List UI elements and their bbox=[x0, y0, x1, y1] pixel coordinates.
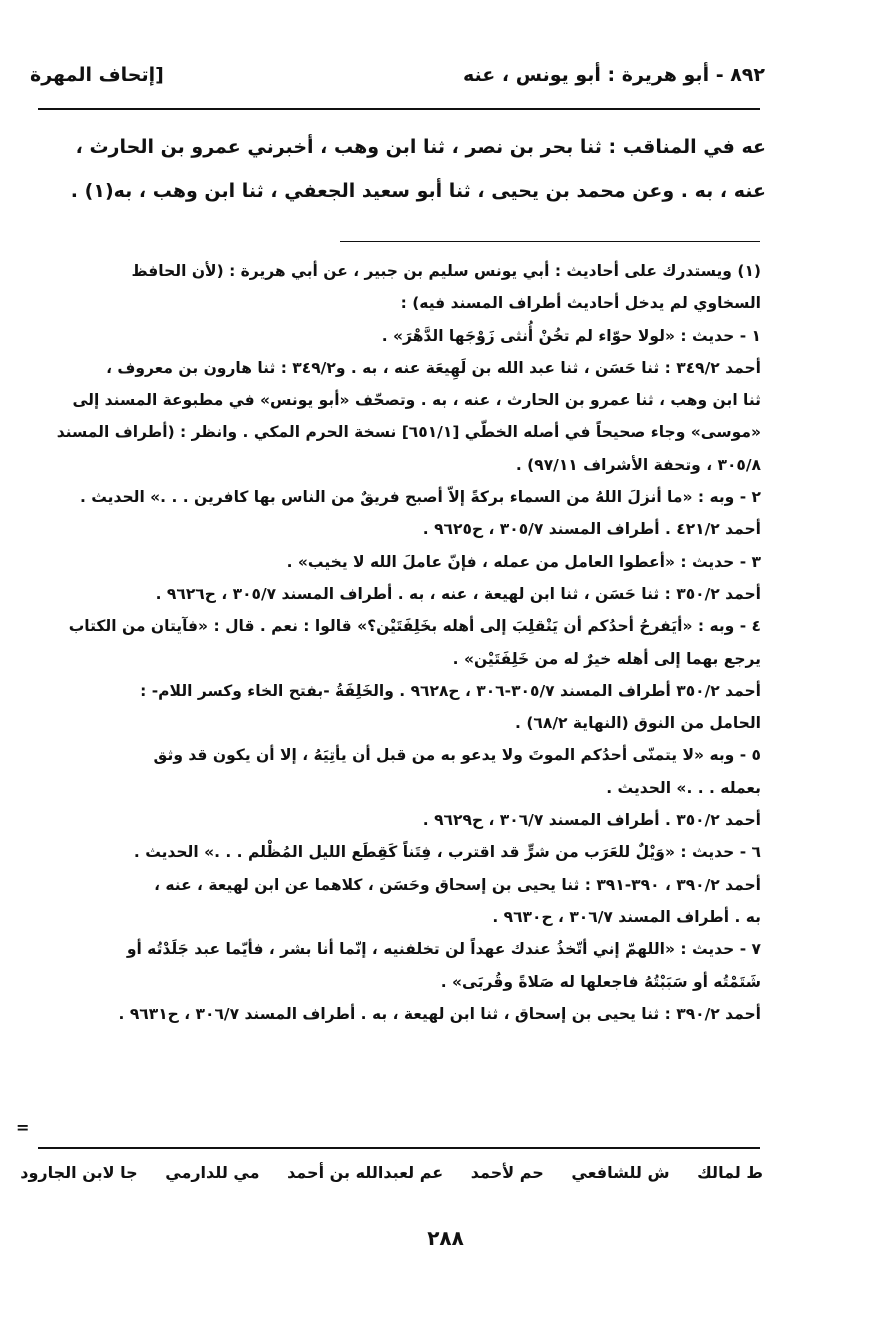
abbreviation-item: حم لأحمد bbox=[470, 1163, 544, 1182]
footnote-line: ٦ - حديث : «وَيْلٌ للعَرَب من شرٍّ قد اقترب ، فِتَناً كَقِطَع الليل المُظْلم . . .» الحديث . bbox=[133, 843, 761, 862]
footnote-line: ٢ - وبه : «ما أنزلَ اللهُ من السماء بركةً إلاّ أصبح فريقٌ من الناس بها كافرين . . .» الحديث . bbox=[79, 488, 761, 507]
footnote-line: ١ - حديث : «لولا حوّاء لم تخُنْ أُنثى زَوْجَها الدَّهْرَ» . bbox=[381, 326, 761, 345]
footnote-line: ٣٠٥/٨ ، وتحفة الأشراف ٩٧/١١) . bbox=[515, 455, 761, 474]
main-text bbox=[70, 132, 766, 206]
main-text-line: عه في المناقب : ثنا بحر بن نصر ، ثنا ابن وهب ، أخبرني عمرو بن الحارث ، bbox=[75, 136, 766, 158]
footnote-line: ٤ - وبه : «أيَفرحُ أحدُكم أن يَنْقلِبَ إلى أهله بخَلِفَتَيْن؟» قالوا : نعم . قال : «فآيتان من الكتاب bbox=[68, 617, 761, 636]
footnote-line: أحمد ٤٢١/٢ . أطراف المسند ٣٠٥/٧ ، ح٩٦٢٥ . bbox=[422, 520, 761, 539]
abbreviation-item: ط لمالك bbox=[697, 1163, 763, 1182]
header-rule bbox=[38, 108, 760, 110]
footnote-line: الحامل من النوق (النهاية ٦٨/٢) . bbox=[515, 714, 761, 733]
footnote-line: أحمد ٣٤٩/٢ : ثنا حَسَن ، ثنا عبد الله بن لَهِيعَة عنه ، به . و٣٤٩/٢ : ثنا هارون بن معروف ، bbox=[106, 358, 761, 377]
abbreviation-item: مي للدارمي bbox=[165, 1163, 260, 1182]
footnote-line: يرجع بهما إلى أهله خيرٌ له من خَلِفَتَيْن» . bbox=[452, 649, 761, 668]
footnote-line: أحمد ٣٩٠/٢ ، ٣٩٠-٣٩١ : ثنا يحيى بن إسحاق وحَسَن ، كلاهما عن ابن لهيعة ، عنه ، bbox=[154, 875, 761, 894]
footnote-line: ثنا ابن وهب ، ثنا عمرو بن الحارث ، عنه ، به . وتصحّف «أبو يونس» في مطبوعة المسند إلى bbox=[72, 391, 761, 410]
running-title: ٨٩٢ - أبو هريرة : أبو يونس ، عنه bbox=[463, 64, 765, 86]
page-number: ٢٨٨ bbox=[427, 1226, 464, 1250]
abbreviation-key bbox=[20, 1163, 763, 1193]
footer-rule bbox=[38, 1147, 760, 1149]
footnote-line: (١) ويستدرك على أحاديث : أبي يونس سليم بن جبير ، عن أبي هريرة : (لأن الحافظ bbox=[131, 262, 761, 280]
footnote-line: ٥ - وبه «لا يتمنّى أحدُكم الموتَ ولا يدعو به من قبل أن يأتِيَهُ ، إلا أن يكون قد وثق bbox=[153, 746, 761, 765]
footnote-line: «موسى» وجاء صحيحاً في أصله الخطّي [٦٥١/١] نسخة الحرم المكي . وانظر : (أطراف المسند bbox=[56, 423, 761, 442]
abbreviation-item: جا لابن الجارود bbox=[20, 1163, 138, 1182]
footnote-line: أحمد ٣٥٠/٢ . أطراف المسند ٣٠٦/٧ ، ح٩٦٢٩ . bbox=[422, 811, 761, 830]
footnotes bbox=[53, 260, 761, 1035]
abbreviation-item: عم لعبدالله بن أحمد bbox=[287, 1163, 444, 1182]
page-header bbox=[30, 58, 765, 98]
footnote-separator bbox=[340, 241, 760, 242]
footnote-line: بعمله . . .» الحديث . bbox=[606, 778, 761, 797]
footnote-line: أحمد ٣٥٠/٢ أطراف المسند ٣٠٥/٧-٣٠٦ ، ح٩٦٢٨ . والخَلِفَةُ -بفتح الخاء وكسر اللام- : bbox=[140, 681, 761, 700]
main-text-line: عنه ، به . وعن محمد بن يحيى ، ثنا أبو سعيد الجعفي ، ثنا ابن وهب ، به(١) . bbox=[70, 180, 766, 202]
footnote-line: ٣ - حديث : «أعطوا العامل من عمله ، فإنّ عاملَ الله لا يخيب» . bbox=[286, 552, 761, 571]
continuation-mark: = bbox=[16, 1118, 30, 1137]
footnote-line: أحمد ٣٩٠/٢ : ثنا يحيى بن إسحاق ، ثنا ابن لهيعة ، به . أطراف المسند ٣٠٦/٧ ، ح٩٦٣١ . bbox=[118, 1004, 761, 1023]
footnote-line: ٧ - حديث : «اللهمّ إني أتّخذُ عندك عهداً لن تخلفنيه ، إنّما أنا بشر ، فأيّما عبد جَلَدْتُه أو bbox=[126, 940, 761, 959]
footnote-line: به . أطراف المسند ٣٠٦/٧ ، ح٩٦٣٠ . bbox=[492, 907, 761, 926]
footnote-line: أحمد ٣٥٠/٢ : ثنا حَسَن ، ثنا ابن لهيعة ، عنه ، به . أطراف المسند ٣٠٥/٧ ، ح٩٦٢٦ . bbox=[155, 584, 761, 603]
book-title: [إتحاف المهرة bbox=[30, 64, 164, 86]
footnote-line: شَتَمْتُه أو سَبَبْتُهُ فاجعلها له صَلاةً وقُربَى» . bbox=[440, 972, 761, 991]
footnote-line: السخاوي لم يدخل أحاديث أطراف المسند فيه) : bbox=[400, 294, 761, 313]
abbreviation-item: ش للشافعي bbox=[571, 1163, 670, 1182]
